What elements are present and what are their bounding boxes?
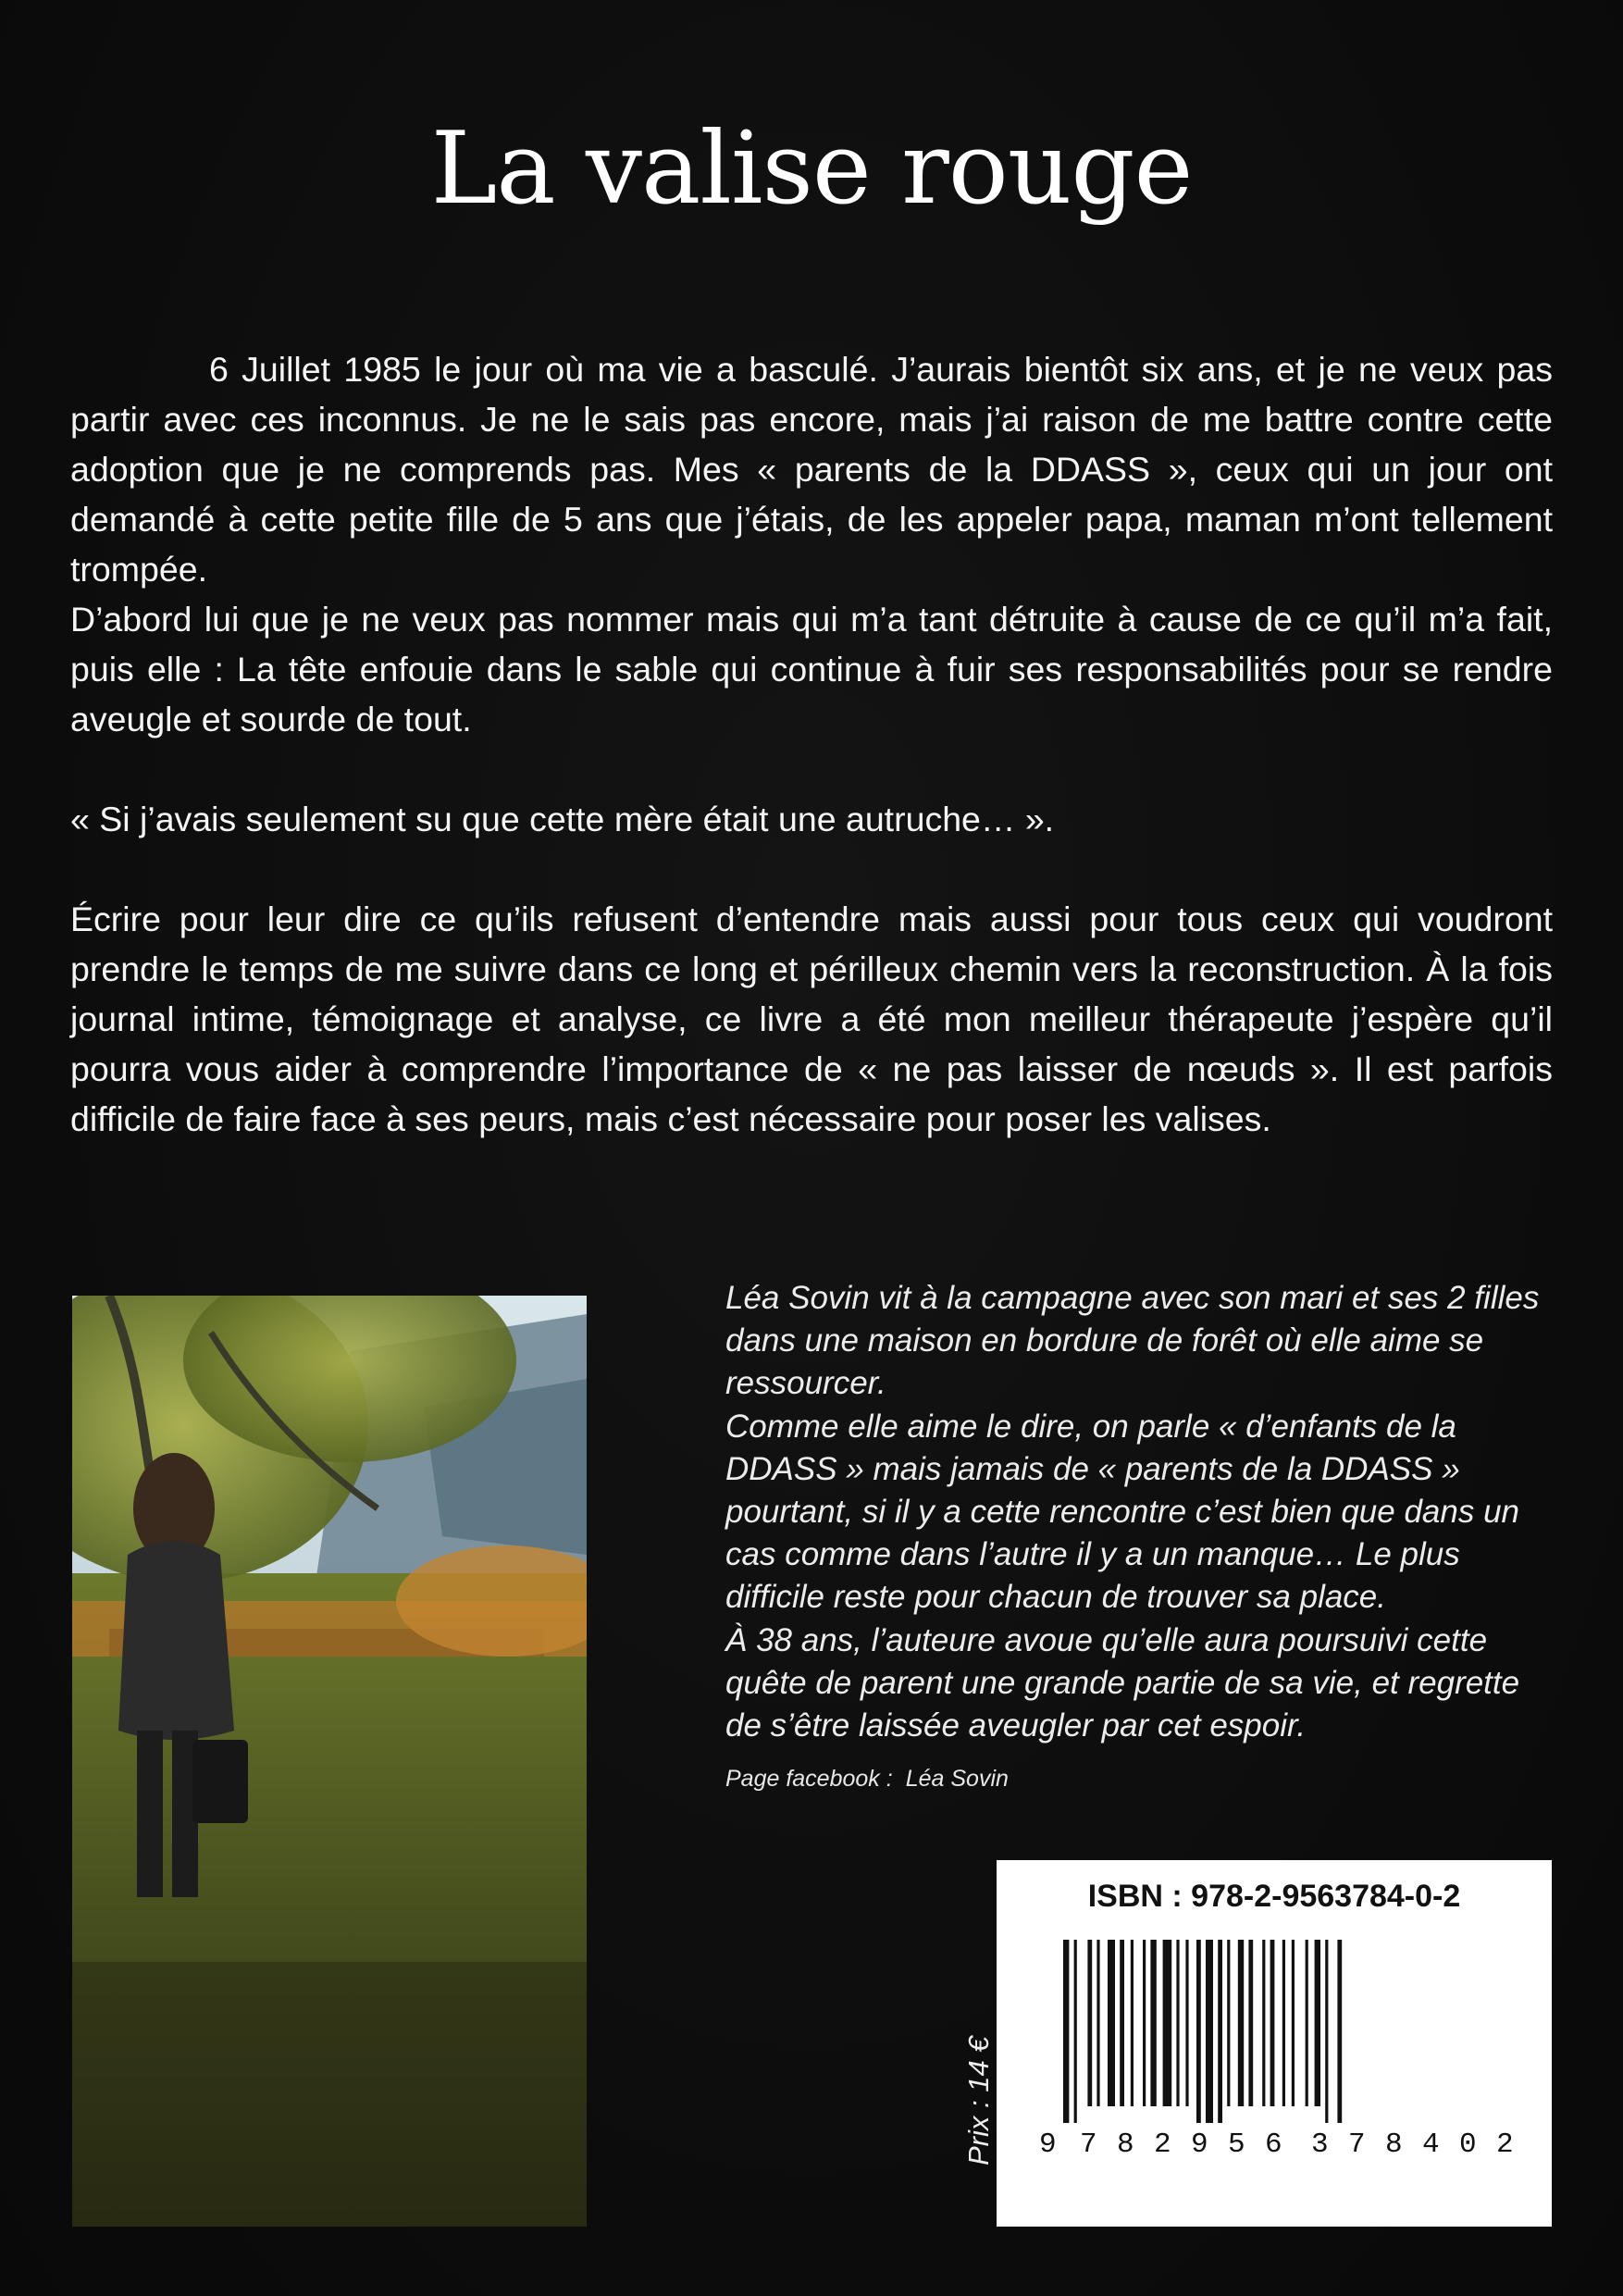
barcode-bar-22	[1306, 1940, 1308, 2106]
facebook-label: Page facebook :	[725, 1766, 893, 1792]
author-bio	[725, 1277, 1558, 1747]
barcode-digit: 7	[1348, 2128, 1366, 2161]
price-label: Prix : 14 €	[962, 2036, 995, 2166]
barcode-bar-6	[1131, 1940, 1134, 2106]
barcode-bar-0	[1063, 1940, 1069, 2123]
barcode-digit: 6	[1265, 2128, 1282, 2161]
barcode-digit: 3	[1311, 2128, 1329, 2161]
barcode-digit: 8	[1385, 2128, 1403, 2161]
barcode-bar-3	[1096, 1940, 1099, 2106]
facebook-name: Léa Sovin	[905, 1766, 1009, 1792]
barcode-bar-24	[1325, 1940, 1328, 2123]
barcode-bar-13	[1206, 1940, 1213, 2123]
barcode-bar-11	[1185, 1940, 1188, 2106]
summary-quote: « Si j’avais seulement su que cette mère était une autruche… ».	[70, 800, 1055, 838]
facebook-line	[725, 1766, 1009, 1793]
book-title: La valise rouge	[430, 111, 1193, 227]
quote-block	[70, 794, 1553, 844]
isbn-label: ISBN : 978-2-9563784-0-2	[1087, 1879, 1461, 1914]
barcode-bar-4	[1108, 1940, 1115, 2106]
barcode-digit: 9	[1191, 2128, 1208, 2161]
barcode-digit: 0	[1459, 2128, 1477, 2161]
barcode-digit: 8	[1117, 2128, 1134, 2161]
summary-paragraph-2: D’abord lui que je ne veux pas nommer mais qui m’a tant détruite à cause de ce qu’il m’a fait, puis elle : La tête enfouie dans le sable qui continue à fuir ses responsabilités pour se rendre aveugle et sourde de tout.	[70, 600, 1553, 738]
barcode-bar-1	[1074, 1940, 1077, 2123]
barcode-bars	[997, 1940, 1552, 2125]
barcode-bar-25	[1337, 1940, 1342, 2123]
barcode-digit: 4	[1422, 2128, 1440, 2161]
barcode-bar-9	[1163, 1940, 1172, 2106]
summary-paragraph-1: 6 Juillet 1985 le jour où ma vie a basculé. J’aurais bientôt six ans, et je ne veux pas partir avec ces inconnus. Je ne le sais pas encore, mais j’ai raison de me battre contre cette adoption que je ne comprends pas. Mes « parents de la DDASS », ceux qui un jour ont demandé à cette petite fille de 5 ans que j’étais, de les appeler papa, maman m’ont tellement trompée.	[70, 350, 1553, 589]
barcode-bar-17	[1248, 1940, 1253, 2106]
barcode-bar-20	[1282, 1940, 1285, 2106]
barcode-digit: 9	[1039, 2128, 1057, 2161]
barcode-digit: 5	[1228, 2128, 1245, 2161]
barcode-digit: 7	[1080, 2128, 1097, 2161]
summary-block-2	[70, 894, 1553, 1144]
barcode-bar-18	[1262, 1940, 1265, 2106]
barcode-bar-2	[1087, 1940, 1092, 2106]
barcode-bar-19	[1270, 1940, 1275, 2106]
summary-block	[70, 344, 1553, 744]
barcode-bar-15	[1227, 1940, 1230, 2106]
barcode-bar-7	[1143, 1940, 1146, 2106]
summary-paragraph-3: Écrire pour leur dire ce qu’ils refusent d’entendre mais aussi pour tous ceux qui voudront prendre le temps de me suivre dans ce long et périlleux chemin vers la reconstruction. À la fois journal intime, témoignage et analyse, ce livre a été mon meilleur thérapeute j’espère qu’il pourra vous aider à comprendre l’importance de « ne pas laisser de nœuds ». Il est parfois difficile de faire face à ses peurs, mais c’est nécessaire pour poser les valises.	[70, 900, 1553, 1138]
autumn-path-illustration	[72, 1296, 587, 2227]
author-bio-part-2: Comme elle aime le dire, on parle « d’enfants de la DDASS » mais jamais de « parents de la DDASS » pourtant, si il y a cette rencontre c’est bien que dans un cas comme dans l’autre il y a un manque… Le plus difficile reste pour chacun de trouver sa place.	[725, 1408, 1520, 1616]
barcode-bar-14	[1218, 1940, 1222, 2123]
barcode-bar-12	[1196, 1940, 1201, 2123]
barcode-bar-16	[1238, 1940, 1244, 2106]
barcode-digits	[997, 2128, 1552, 2184]
barcode-bar-10	[1176, 1940, 1179, 2106]
barcode-digit: 2	[1154, 2128, 1171, 2161]
barcode-bar-23	[1315, 1940, 1320, 2106]
barcode-digit: 2	[1496, 2128, 1514, 2161]
author-bio-part-1: Léa Sovin vit à la campagne avec son mari et ses 2 filles dans une maison en bordure de forêt où elle aime se ressourcer.	[725, 1280, 1540, 1402]
author-bio-part-3: À 38 ans, l’auteure avoue qu’elle aura poursuivi cette quête de parent une grande partie de sa vie, et regrette de s’être laissée aveugler par cet espoir.	[725, 1621, 1520, 1744]
cover-photo	[72, 1296, 587, 2227]
barcode-bar-8	[1150, 1940, 1156, 2106]
barcode-bar-5	[1120, 1940, 1124, 2106]
isbn-barcode-box	[997, 1860, 1552, 2227]
barcode-bar-21	[1292, 1940, 1295, 2106]
